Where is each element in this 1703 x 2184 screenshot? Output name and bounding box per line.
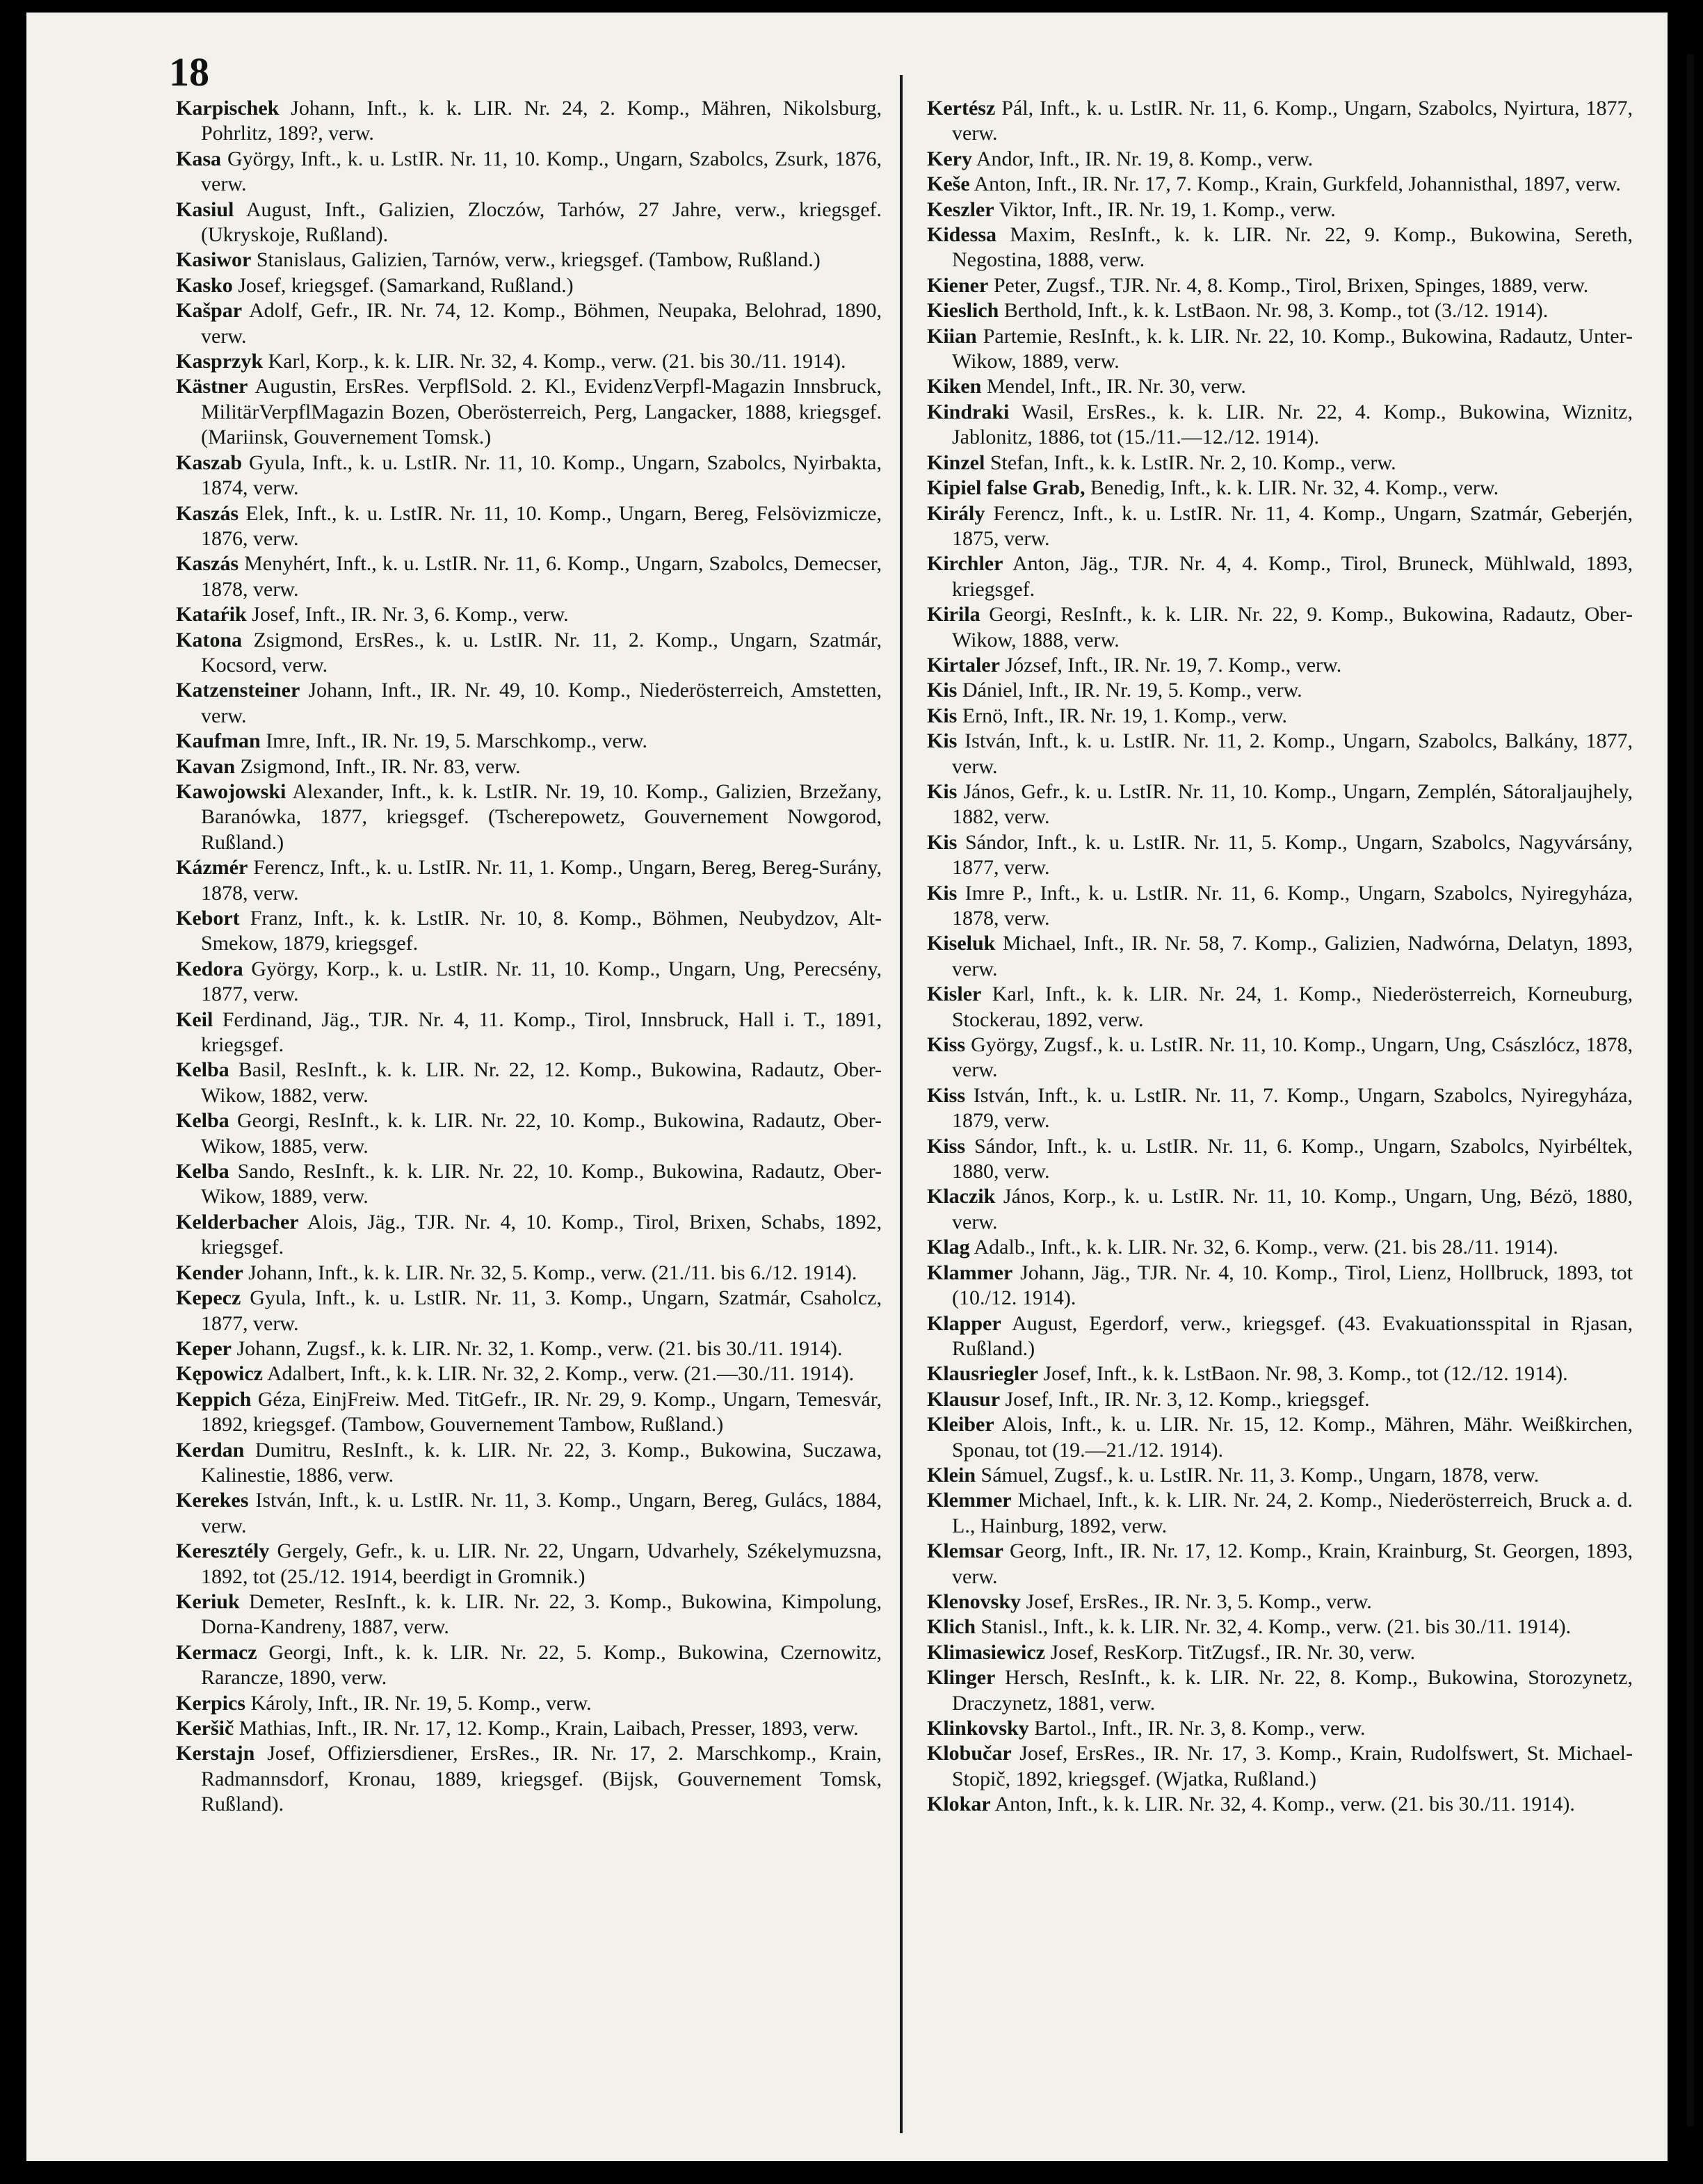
list-entry: [927, 223, 1633, 273]
entry-surname: Klich: [927, 1615, 976, 1639]
entry-details: Gyula, Inft., k. u. LstIR. Nr. 11, 10. Komp., Ungarn, Szabolcs, Nyirbakta, 1874, verw.: [201, 451, 882, 500]
entry-details: Josef, kriegsgef. (Samarkand, Rußland.): [232, 273, 574, 297]
list-entry: [176, 628, 882, 679]
entry-surname: Kieslich: [927, 299, 999, 323]
entry-details: August, Inft., Galizien, Zloczów, Tarhów, 27 Jahre, verw., kriegsgef. (Ukryskoje, Rußland).: [201, 197, 882, 247]
entry-surname: Kerpics: [176, 1691, 245, 1715]
list-entry: [927, 1311, 1633, 1362]
entry-details: Johann, Jäg., TJR. Nr. 4, 10. Komp., Tirol, Lienz, Hollbruck, 1893, tot (10./12. 1914).: [952, 1261, 1633, 1310]
entry-details: Adalbert, Inft., k. k. LIR. Nr. 32, 2. Komp., verw. (21.—30./11. 1914).: [262, 1362, 855, 1386]
entry-surname: Kleiber: [927, 1413, 994, 1437]
entry-details: Georgi, ResInft., k. k. LIR. Nr. 22, 10. Komp., Bukowina, Radautz, Ober-Wikow, 1885, verw.: [201, 1109, 882, 1158]
entry-details: Josef, Inft., IR. Nr. 3, 6. Komp., verw.: [246, 603, 569, 626]
entry-details: Mathias, Inft., IR. Nr. 17, 12. Komp., Krain, Laibach, Presser, 1893, verw.: [234, 1717, 859, 1740]
list-entry: [927, 931, 1633, 982]
entry-details: Georgi, Inft., k. k. LIR. Nr. 22, 5. Komp., Bukowina, Czernowitz, Rarancze, 1890, verw.: [201, 1640, 882, 1690]
list-entry: [927, 1361, 1633, 1386]
entry-surname: Kindraki: [927, 400, 1010, 423]
entry-surname: Klemsar: [927, 1539, 1003, 1563]
list-entry: [176, 1539, 882, 1590]
list-entry: [176, 374, 882, 450]
entry-surname: Kaufman: [176, 729, 261, 753]
entry-surname: Kery: [927, 147, 972, 170]
list-entry: [927, 830, 1633, 881]
list-entry: [927, 678, 1633, 703]
list-entry: [176, 197, 882, 248]
list-entry: [176, 1108, 882, 1159]
binding-edge: [1687, 54, 1694, 2126]
list-entry: [176, 779, 882, 855]
list-entry: [176, 1640, 882, 1691]
entry-surname: Keil: [176, 1008, 213, 1031]
list-entry: [176, 1361, 882, 1386]
list-entry: [927, 1792, 1633, 1817]
entry-surname: Kępowicz: [176, 1362, 263, 1386]
list-entry: [927, 1412, 1633, 1463]
entry-details: Partemie, ResInft., k. k. LIR. Nr. 22, 10. Komp., Bukowina, Radautz, Unter-Wikow, 1889, verw.: [952, 324, 1633, 373]
list-entry: [176, 1261, 882, 1286]
entry-surname: Kerstajn: [176, 1742, 255, 1765]
entry-surname: Klausur: [927, 1387, 1001, 1411]
entry-surname: Kis: [927, 679, 958, 702]
list-entry: [176, 1691, 882, 1716]
entry-surname: Klinger: [927, 1666, 996, 1690]
entry-surname: Klein: [927, 1463, 976, 1487]
entry-surname: Kiseluk: [927, 932, 996, 955]
entry-surname: Karpischek: [176, 97, 280, 120]
entry-details: Sámuel, Zugsf., k. u. LstIR. Nr. 11, 3. Komp., Ungarn, 1878, verw.: [976, 1463, 1540, 1487]
entry-details: Sándor, Inft., k. u. LstIR. Nr. 11, 5. Komp., Ungarn, Szabolcs, Nagyvársány, 1877, verw.: [952, 830, 1633, 880]
list-entry: [927, 172, 1633, 197]
list-entry: [176, 855, 882, 906]
list-entry: [927, 1716, 1633, 1741]
list-entry: [927, 1387, 1633, 1412]
entry-surname: Kipiel false Grab,: [927, 476, 1085, 500]
list-entry: [927, 1640, 1633, 1665]
list-entry: [176, 1741, 882, 1817]
entry-details: Alois, Inft., k. u. LIR. Nr. 15, 12. Komp., Mähren, Mähr. Weißkirchen, Sponau, tot (19.—21./12. 1914).: [952, 1413, 1633, 1462]
entry-details: György, Inft., k. u. LstIR. Nr. 11, 10. Komp., Ungarn, Szabolcs, Zsurk, 1876, verw.: [201, 147, 882, 196]
entry-surname: Kasprzyk: [176, 350, 264, 373]
list-entry: [927, 400, 1633, 451]
list-entry: [176, 96, 882, 147]
entry-details: Josef, ErsRes., IR. Nr. 17, 3. Komp., Krain, Rudolfswert, St. Michael-Stopič, 1892, kriegsgef. (Wjatka, Rußland.): [952, 1742, 1633, 1790]
list-entry: [927, 298, 1633, 323]
entry-surname: Klemmer: [927, 1489, 1012, 1512]
entry-details: Imre P., Inft., k. u. LstIR. Nr. 11, 6. Komp., Ungarn, Szabolcs, Nyiregyháza, 1878, verw.: [952, 881, 1633, 930]
entry-surname: Klapper: [927, 1311, 1001, 1335]
entry-surname: Kelba: [176, 1160, 229, 1183]
entry-details: Josef, ResKorp. TitZugsf., IR. Nr. 30, verw.: [1044, 1640, 1416, 1664]
entry-details: Josef, ErsRes., IR. Nr. 3, 5. Komp., verw.: [1021, 1590, 1372, 1613]
list-entry: [176, 551, 882, 602]
list-entry: [176, 1286, 882, 1336]
list-entry: [176, 906, 882, 957]
entry-details: Bartol., Inft., IR. Nr. 3, 8. Komp., verw.: [1028, 1717, 1366, 1740]
entry-details: Imre, Inft., IR. Nr. 19, 5. Marschkomp., verw.: [260, 729, 647, 753]
list-entry: [176, 349, 882, 374]
entry-details: Johann, Zugsf., k. k. LIR. Nr. 32, 1. Komp., verw. (21. bis 30./11. 1914).: [231, 1336, 843, 1360]
entry-surname: Kelba: [176, 1109, 229, 1133]
entry-surname: Keppich: [176, 1387, 252, 1411]
list-entry: [176, 1438, 882, 1489]
entry-surname: Kašpar: [176, 299, 243, 323]
list-entry: [927, 96, 1633, 147]
entry-surname: Kasko: [176, 273, 233, 297]
entry-surname: Klobučar: [927, 1742, 1012, 1765]
entry-details: Josef, Offiziersdiener, ErsRes., IR. Nr. 17, 2. Marschkomp., Krain, Radmannsdorf, Kronau, 1889, kriegsgef. (Bijsk, Gouvernement Tomsk, Rußland).: [201, 1742, 882, 1816]
entry-details: Benedig, Inft., k. k. LIR. Nr. 32, 4. Komp., verw.: [1085, 476, 1499, 500]
list-entry: [927, 704, 1633, 729]
entry-details: Anton, Inft., IR. Nr. 17, 7. Komp., Krain, Gurkfeld, Johannisthal, 1897, verw.: [969, 172, 1621, 196]
entry-details: István, Inft., k. u. LstIR. Nr. 11, 2. Komp., Ungarn, Szabolcs, Balkány, 1877, verw.: [952, 729, 1633, 778]
entry-details: Alexander, Inft., k. k. LstIR. Nr. 19, 10. Komp., Galizien, Brzežany, Baranówka, 1877, kriegsgef. (Tscherepowetz, Gouvernement Nowgorod, Rußland.): [201, 779, 882, 854]
list-entry: [176, 1008, 882, 1058]
list-entry: [176, 1336, 882, 1361]
entry-details: Ferdinand, Jäg., TJR. Nr. 4, 11. Komp., Tirol, Innsbruck, Hall i. T., 1891, kriegsgef.: [201, 1008, 882, 1057]
entry-surname: Kerdan: [176, 1438, 245, 1462]
list-entry: [927, 881, 1633, 932]
right-column: [927, 96, 1633, 1818]
entry-surname: Kavan: [176, 754, 236, 778]
entry-details: Johann, Inft., k. k. LIR. Nr. 24, 2. Komp., Mähren, Nikolsburg, Pohrlitz, 189?, verw.: [201, 97, 882, 145]
entry-surname: Klag: [927, 1236, 970, 1259]
entry-details: Stanisl., Inft., k. k. LIR. Nr. 32, 4. Komp., verw. (21. bis 30./11. 1914).: [976, 1615, 1572, 1639]
list-entry: [176, 1590, 882, 1640]
entry-surname: Klausriegler: [927, 1362, 1038, 1386]
list-entry: [927, 1235, 1633, 1260]
entry-details: Dumitru, ResInft., k. k. LIR. Nr. 22, 3. Komp., Bukowina, Suczawa, Kalinestie, 1886, verw.: [201, 1438, 882, 1487]
list-entry: [927, 779, 1633, 830]
list-entry: [927, 374, 1633, 399]
entry-details: Mendel, Inft., IR. Nr. 30, verw.: [981, 375, 1246, 398]
entry-surname: Kasa: [176, 147, 222, 170]
entry-details: János, Gefr., k. u. LstIR. Nr. 11, 10. Komp., Ungarn, Zemplén, Sátoraljaujhely, 1882, verw.: [952, 779, 1633, 829]
entry-surname: Kázmér: [176, 856, 248, 880]
entry-surname: Kasiul: [176, 197, 234, 221]
entry-surname: Keper: [176, 1336, 232, 1360]
entry-details: György, Korp., k. u. LstIR. Nr. 11, 10. Komp., Ungarn, Ung, Perecsény, 1877, verw.: [201, 957, 882, 1006]
entry-details: Andor, Inft., IR. Nr. 19, 8. Komp., verw.: [971, 147, 1314, 170]
list-entry: [927, 197, 1633, 223]
entry-details: Georgi, ResInft., k. k. LIR. Nr. 22, 9. Komp., Bukowina, Radautz, Ober-Wikow, 1888, verw.: [952, 603, 1633, 652]
list-entry: [176, 678, 882, 729]
entry-details: Josef, Inft., IR. Nr. 3, 12. Komp., kriegsgef.: [1000, 1387, 1370, 1411]
list-entry: [927, 1033, 1633, 1083]
list-entry: [176, 729, 882, 754]
entry-surname: Klimasiewicz: [927, 1640, 1045, 1664]
entry-details: Elek, Inft., k. u. LstIR. Nr. 11, 10. Komp., Ungarn, Bereg, Felsövizmicze, 1876, verw.: [201, 501, 882, 550]
entry-surname: Kedora: [176, 957, 243, 980]
entry-surname: Király: [927, 501, 985, 525]
entry-surname: Katzensteiner: [176, 679, 300, 702]
entry-details: Viktor, Inft., IR. Nr. 19, 1. Komp., verw.: [994, 197, 1336, 221]
list-entry: [927, 602, 1633, 653]
entry-surname: Kinzel: [927, 451, 985, 474]
entry-surname: Kiener: [927, 273, 989, 297]
entry-details: Gyula, Inft., k. u. LstIR. Nr. 11, 3. Komp., Ungarn, Szatmár, Csaholcz, 1877, verw.: [201, 1286, 882, 1335]
entry-details: August, Egerdorf, verw., kriegsgef. (43. Evakuationsspital in Rjasan, Rußland.): [952, 1311, 1633, 1360]
list-entry: [927, 1741, 1633, 1792]
list-entry: [176, 298, 882, 349]
entry-surname: Kisler: [927, 982, 982, 1006]
list-entry: [927, 451, 1633, 476]
entry-surname: Kebort: [176, 907, 240, 930]
entry-surname: Klaczik: [927, 1185, 996, 1208]
entry-details: Augustin, ErsRes. VerpflSold. 2. Kl., EvidenzVerpfl-Magazin Innsbruck, MilitärVerpflMagazin Bozen, Oberösterreich, Perg, Langacker, 1888, kriegsgef. (Mariinsk, Gouvernement Tomsk.): [201, 375, 882, 449]
entry-surname: Kawojowski: [176, 779, 286, 803]
entry-details: Ferencz, Inft., k. u. LstIR. Nr. 11, 1. Komp., Ungarn, Bereg, Bereg-Surány, 1878, verw.: [201, 856, 882, 905]
entry-surname: Kiken: [927, 375, 982, 398]
list-entry: [927, 1539, 1633, 1590]
entry-surname: Kender: [176, 1261, 243, 1284]
entry-surname: Kertész: [927, 97, 996, 120]
list-entry: [927, 324, 1633, 375]
entry-details: Ernö, Inft., IR. Nr. 19, 1. Komp., verw.: [957, 704, 1288, 727]
list-entry: [176, 273, 882, 298]
page-number: 18: [169, 49, 209, 95]
entry-details: Josef, Inft., k. k. LstBaon. Nr. 98, 3. Komp., tot (12./12. 1914).: [1038, 1362, 1568, 1386]
entry-details: Michael, Inft., IR. Nr. 58, 7. Komp., Galizien, Nadwórna, Delatyn, 1893, verw.: [952, 932, 1633, 980]
list-entry: [927, 1463, 1633, 1488]
list-entry: [176, 1058, 882, 1108]
list-entry: [176, 501, 882, 552]
list-entry: [176, 1159, 882, 1210]
entry-details: Karl, Inft., k. k. LIR. Nr. 24, 1. Komp., Niederösterreich, Korneuburg, Stockerau, 1892, verw.: [952, 982, 1633, 1031]
entry-details: Adalb., Inft., k. k. LIR. Nr. 32, 6. Komp., verw. (21. bis 28./11. 1914).: [969, 1236, 1558, 1259]
entry-details: István, Inft., k. u. LstIR. Nr. 11, 3. Komp., Ungarn, Bereg, Gulács, 1884, verw.: [201, 1489, 882, 1537]
entry-surname: Kiss: [927, 1083, 966, 1107]
entry-surname: Kirchler: [927, 552, 1003, 576]
entry-surname: Keše: [927, 172, 970, 196]
entry-details: Anton, Inft., k. k. LIR. Nr. 32, 4. Komp., verw. (21. bis 30./11. 1914).: [990, 1793, 1575, 1816]
entry-details: Géza, EinjFreiw. Med. TitGefr., IR. Nr. 29, 9. Komp., Ungarn, Temesvár, 1892, kriegsgef. (Tambow, Gouvernement Tambow, Rußland.): [201, 1387, 882, 1437]
entry-surname: Kelderbacher: [176, 1210, 299, 1233]
entry-surname: Kaszás: [176, 501, 239, 525]
list-entry: [927, 982, 1633, 1033]
list-entry: [927, 551, 1633, 602]
entry-surname: Klammer: [927, 1261, 1013, 1284]
entry-surname: Klenovsky: [927, 1590, 1022, 1613]
entry-details: Basil, ResInft., k. k. LIR. Nr. 22, 12. Komp., Bukowina, Radautz, Ober-Wikow, 1882, verw.: [201, 1058, 882, 1107]
entry-details: Zsigmond, Inft., IR. Nr. 83, verw.: [235, 754, 521, 778]
entry-surname: Kerekes: [176, 1489, 249, 1512]
list-entry: [927, 1261, 1633, 1311]
list-entry: [927, 1615, 1633, 1640]
entry-details: Maxim, ResInft., k. k. LIR. Nr. 22, 9. Komp., Bukowina, Sereth, Negostina, 1888, verw.: [952, 223, 1633, 272]
entry-details: Franz, Inft., k. k. LstIR. Nr. 10, 8. Komp., Böhmen, Neubydzov, Alt-Smekow, 1879, kriegsgef.: [201, 907, 882, 955]
entry-details: Michael, Inft., k. k. LIR. Nr. 24, 2. Komp., Niederösterreich, Bruck a. d. L., Hainburg, 1892, verw.: [952, 1489, 1633, 1537]
list-entry: [927, 1134, 1633, 1185]
list-entry: [927, 653, 1633, 678]
entry-details: Sando, ResInft., k. k. LIR. Nr. 22, 10. Komp., Bukowina, Radautz, Ober-Wikow, 1889, verw.: [201, 1160, 882, 1208]
entry-details: József, Inft., IR. Nr. 19, 7. Komp., verw.: [999, 653, 1342, 677]
list-entry: [176, 1387, 882, 1438]
entry-surname: Kis: [927, 881, 958, 905]
list-entry: [176, 754, 882, 779]
list-entry: [927, 1184, 1633, 1235]
entry-surname: Kaszás: [176, 552, 239, 576]
document-page: [26, 13, 1668, 2161]
entry-surname: Keršič: [176, 1717, 234, 1740]
entry-surname: Kirtaler: [927, 653, 1000, 677]
list-entry: [176, 1716, 882, 1741]
entry-surname: Klinkovsky: [927, 1717, 1029, 1740]
entry-surname: Keriuk: [176, 1590, 240, 1613]
entry-surname: Kepecz: [176, 1286, 241, 1310]
column-divider: [900, 75, 903, 2133]
entry-details: Hersch, ResInft., k. k. LIR. Nr. 22, 8. Komp., Bukowina, Storozynetz, Draczynetz, 1881, verw.: [952, 1666, 1633, 1715]
entry-surname: Kiss: [927, 1033, 966, 1057]
list-entry: [927, 147, 1633, 172]
entry-details: Károly, Inft., IR. Nr. 19, 5. Komp., verw.: [245, 1691, 592, 1715]
entry-details: Alois, Jäg., TJR. Nr. 4, 10. Komp., Tirol, Brixen, Schabs, 1892, kriegsgef.: [201, 1210, 882, 1259]
left-column: [176, 96, 882, 1818]
entry-surname: Kidessa: [927, 223, 997, 247]
list-entry: [176, 147, 882, 197]
list-entry: [176, 248, 882, 273]
list-entry: [927, 476, 1633, 501]
entry-details: Johann, Inft., k. k. LIR. Nr. 32, 5. Komp., verw. (21./11. bis 6./12. 1914).: [243, 1261, 857, 1284]
entry-details: Sándor, Inft., k. u. LstIR. Nr. 11, 6. Komp., Ungarn, Szabolcs, Nyirbéltek, 1880, verw.: [952, 1134, 1633, 1183]
entry-details: Gergely, Gefr., k. u. LIR. Nr. 22, Ungarn, Udvarhely, Székelymuzsna, 1892, tot (25./12. 1914, beerdigt in Gromnik.): [201, 1539, 882, 1588]
list-entry: [927, 1488, 1633, 1539]
entry-surname: Kirila: [927, 603, 980, 626]
entry-details: Menyhért, Inft., k. u. LstIR. Nr. 11, 6. Komp., Ungarn, Szabolcs, Demecser, 1878, verw.: [201, 552, 882, 601]
entry-details: Peter, Zugsf., TJR. Nr. 4, 8. Komp., Tirol, Brixen, Spinges, 1889, verw.: [988, 273, 1589, 297]
entry-details: Adolf, Gefr., IR. Nr. 74, 12. Komp., Böhmen, Neupaka, Belohrad, 1890, verw.: [201, 299, 882, 348]
entry-details: István, Inft., k. u. LstIR. Nr. 11, 7. Komp., Ungarn, Szabolcs, Nyiregyháza, 1879, verw.: [952, 1083, 1633, 1133]
entry-surname: Katona: [176, 628, 243, 652]
list-entry: [927, 501, 1633, 552]
entry-details: Zsigmond, ErsRes., k. u. LstIR. Nr. 11, 2. Komp., Ungarn, Szatmár, Kocsord, verw.: [201, 628, 882, 677]
list-entry: [927, 273, 1633, 298]
entry-surname: Kermacz: [176, 1640, 257, 1664]
entry-surname: Keszler: [927, 197, 994, 221]
list-entry: [176, 1210, 882, 1261]
entry-details: György, Zugsf., k. u. LstIR. Nr. 11, 10. Komp., Ungarn, Ung, Császlócz, 1878, verw.: [952, 1033, 1633, 1082]
entry-surname: Kis: [927, 729, 958, 753]
entry-surname: Kiss: [927, 1134, 966, 1158]
list-entry: [927, 729, 1633, 779]
entry-details: Johann, Inft., IR. Nr. 49, 10. Komp., Niederösterreich, Amstetten, verw.: [201, 679, 882, 727]
entry-surname: Kis: [927, 779, 958, 803]
entry-details: Stanislaus, Galizien, Tarnów, verw., kriegsgef. (Tambow, Rußland.): [251, 248, 821, 272]
list-entry: [927, 1665, 1633, 1716]
entry-surname: Kaszab: [176, 451, 243, 474]
list-entry: [176, 957, 882, 1008]
list-entry: [927, 1083, 1633, 1134]
entry-details: Karl, Korp., k. k. LIR. Nr. 32, 4. Komp., verw. (21. bis 30./11. 1914).: [263, 350, 846, 373]
entry-details: Georg, Inft., IR. Nr. 17, 12. Komp., Krain, Krainburg, St. Georgen, 1893, verw.: [952, 1539, 1633, 1588]
list-entry: [176, 602, 882, 627]
entry-details: Ferencz, Inft., k. u. LstIR. Nr. 11, 4. Komp., Ungarn, Szatmár, Geberjén, 1875, verw.: [952, 501, 1633, 550]
entry-details: Berthold, Inft., k. k. LstBaon. Nr. 98, 3. Komp., tot (3./12. 1914).: [999, 299, 1549, 323]
entry-details: Stefan, Inft., k. k. LstIR. Nr. 2, 10. Komp., verw.: [985, 451, 1396, 474]
entry-surname: Kiian: [927, 324, 977, 348]
entry-details: Demeter, ResInft., k. k. LIR. Nr. 22, 3. Komp., Bukowina, Kimpolung, Dorna-Kandreny, 1887, verw.: [201, 1590, 882, 1639]
entry-surname: Kataŕik: [176, 603, 247, 626]
list-entry: [927, 1590, 1633, 1615]
entry-details: Dániel, Inft., IR. Nr. 19, 5. Komp., verw.: [957, 679, 1302, 702]
entry-surname: Keresztély: [176, 1539, 270, 1563]
entry-surname: Kästner: [176, 375, 248, 398]
entry-surname: Kelba: [176, 1058, 229, 1082]
list-entry: [176, 1488, 882, 1539]
entry-surname: Kis: [927, 704, 958, 727]
entry-surname: Kis: [927, 830, 958, 854]
list-entry: [176, 451, 882, 501]
entry-details: Pál, Inft., k. u. LstIR. Nr. 11, 6. Komp., Ungarn, Szabolcs, Nyirtura, 1877, verw.: [952, 97, 1633, 145]
entry-details: Wasil, ErsRes., k. k. LIR. Nr. 22, 4. Komp., Bukowina, Wiznitz, Jablonitz, 1886, tot (15./11.—12./12. 1914).: [952, 400, 1633, 449]
entry-details: János, Korp., k. u. LstIR. Nr. 11, 10. Komp., Ungarn, Ung, Bézö, 1880, verw.: [952, 1185, 1633, 1233]
entry-surname: Klokar: [927, 1793, 991, 1816]
entry-details: Anton, Jäg., TJR. Nr. 4, 4. Komp., Tirol, Bruneck, Mühlwald, 1893, kriegsgef.: [952, 552, 1633, 601]
entry-surname: Kasiwor: [176, 248, 252, 272]
